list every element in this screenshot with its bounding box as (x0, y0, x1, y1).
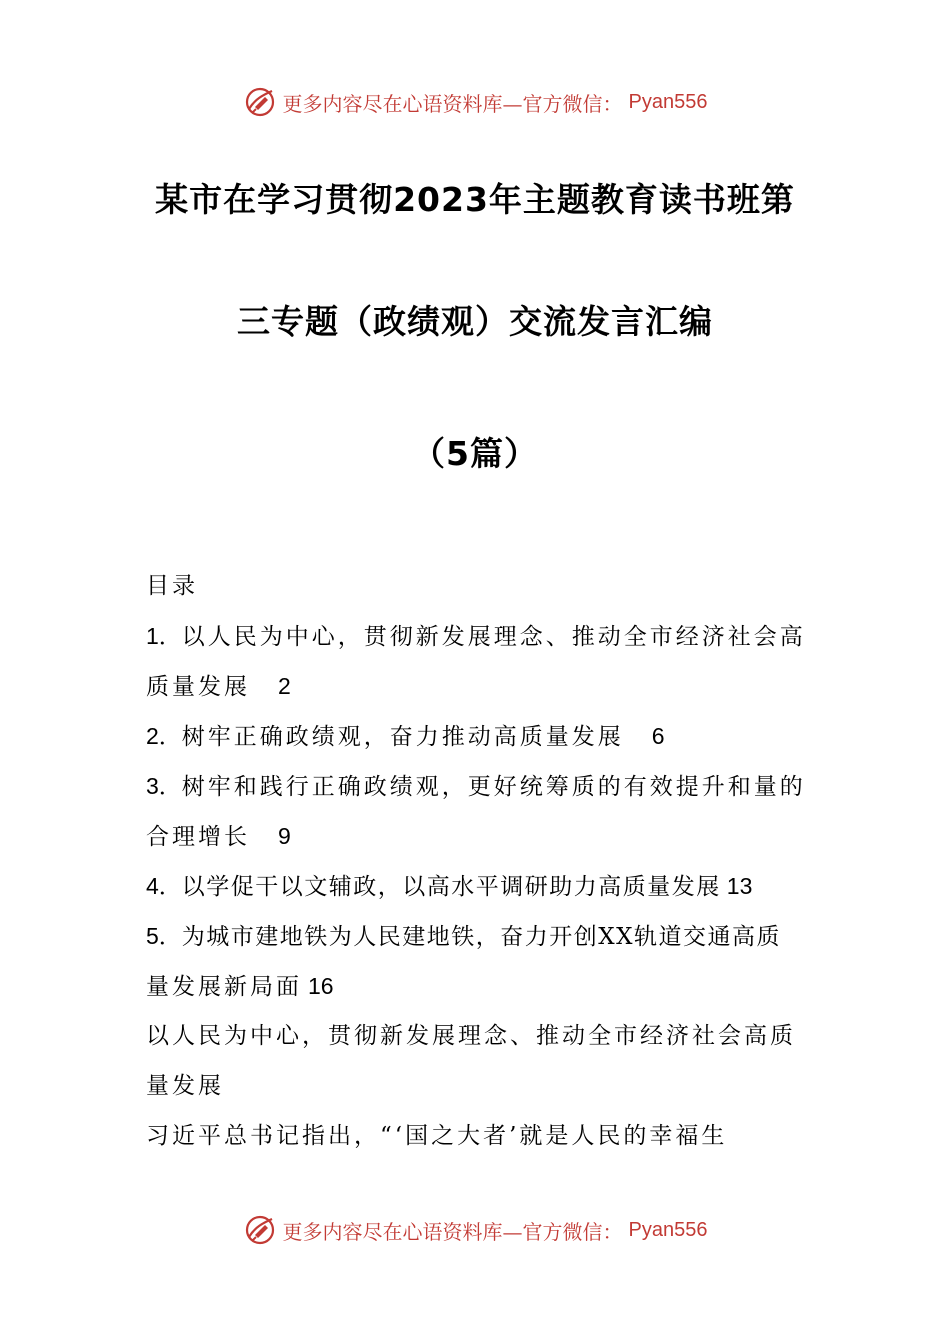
toc-item-text: 量发展新局面 (146, 974, 302, 1000)
document-title-line-1: 某市在学习贯彻2023年主题教育读书班第 (155, 180, 795, 219)
pen-swirl-logo-icon (243, 85, 277, 119)
toc-item-3[interactable] (146, 761, 810, 811)
toc-item-number: 2． (146, 723, 182, 749)
toc-item-2[interactable] (146, 711, 810, 761)
toc-item-text: 以学促干以文辅政，以高水平调研助力高质量发展 (181, 874, 721, 900)
header-watermark (0, 82, 950, 122)
toc-item-number: 3． (146, 773, 182, 799)
section-paragraph-start: 习近平总书记指出，“‘国之大者’就是人民的幸福生 (146, 1123, 728, 1149)
toc-item-1-continued[interactable] (146, 661, 810, 711)
watermark-text: 更多内容尽在心语资料库—官方微信： (282, 91, 623, 116)
toc-page-number: 16 (308, 973, 334, 999)
toc-item-5[interactable] (146, 911, 810, 961)
section-heading-line-2: 量发展 (146, 1073, 224, 1099)
watermark-wechat-id: Pyan556 (628, 1218, 708, 1241)
toc-page-number: 9 (278, 823, 291, 849)
toc-item-text: 树牢正确政绩观，奋力推动高质量发展 (181, 724, 624, 750)
toc-item-1[interactable] (146, 611, 810, 661)
document-title-line-2: 三专题（政绩观）交流发言汇编 (237, 302, 713, 341)
toc-heading: 目录 (146, 573, 198, 599)
toc-page-number: 2 (278, 673, 291, 699)
document-body (146, 561, 810, 1161)
toc-item-number: 1． (146, 623, 182, 649)
document-title-count: （5篇） (412, 434, 538, 473)
footer-watermark (0, 1210, 950, 1250)
toc-item-text: 以人民为中心，贯彻新发展理念、推动全市经济社会高 (181, 624, 806, 650)
toc-item-text: 树牢和践行正确政绩观，更好统筹质的有效提升和量的 (181, 774, 806, 800)
toc-page-number: 6 (651, 723, 665, 749)
toc-item-text: 质量发展 (146, 674, 250, 700)
toc-item-5-continued[interactable] (146, 961, 810, 1011)
section-heading-line-1: 以人民为中心，贯彻新发展理念、推动全市经济社会高质 (146, 1023, 796, 1049)
toc-item-number: 4． (146, 873, 182, 899)
toc-item-3-continued[interactable] (146, 811, 810, 861)
toc-page-number: 13 (726, 873, 753, 899)
toc-item-text: 为城市建地铁为人民建地铁，奋力开创XX轨道交通高质 (181, 924, 782, 950)
toc-item-4[interactable] (146, 861, 810, 911)
toc-item-number: 5． (146, 923, 182, 949)
watermark-text: 更多内容尽在心语资料库—官方微信： (282, 1219, 623, 1244)
toc-item-text: 合理增长 (146, 824, 250, 850)
pen-swirl-logo-icon (243, 1213, 277, 1247)
watermark-wechat-id: Pyan556 (628, 90, 708, 113)
